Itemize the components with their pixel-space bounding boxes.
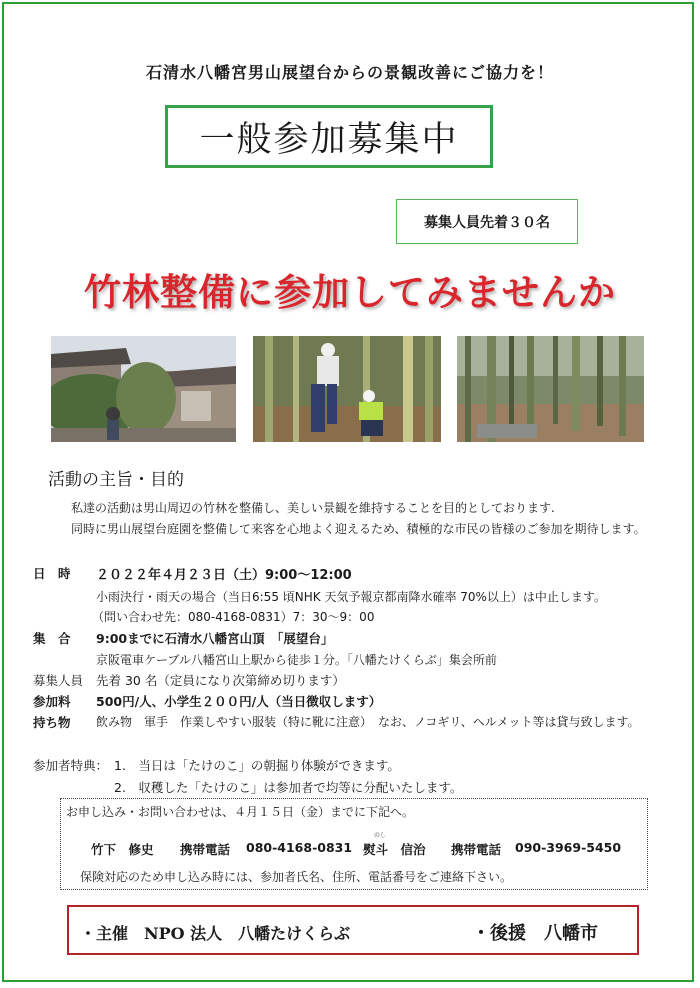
supporter: ・後援 八幡市 — [472, 923, 598, 944]
capacity-box — [396, 199, 578, 244]
contact-phone-1-label: 携帯電話 — [180, 842, 231, 857]
contact-note: 保険対応のため申し込み時には、参加者氏名、住所、電話番号をご連絡下さい。 — [80, 870, 513, 884]
date-value: ２０２２年４月２３日（土）9:00～12:00 — [96, 568, 352, 583]
contact-phone-2-label: 携帯電話 — [451, 842, 502, 857]
contact-phone-2: 090-3969-5450 — [515, 840, 622, 855]
purpose-heading: 活動の主旨・目的 — [48, 470, 184, 490]
meet-label: 集 合 — [33, 631, 71, 646]
purpose-line-2: 同時に男山展望台庭園を整備して来客を心地よく迎えるため、積極的な市民の皆様のご参加を期待します。 — [71, 522, 646, 536]
contact-phone-1: 080-4168-0831 — [246, 840, 353, 855]
capacity-label: 募集人員先着３０名 — [424, 214, 550, 231]
organizer: ・主催 NPO 法人 八幡たけくらぶ — [80, 924, 351, 943]
recruit-label: 一般参加募集中 — [199, 119, 459, 160]
fee-label: 参加料 — [33, 694, 71, 709]
benefits-label: 参加者特典： — [33, 758, 109, 773]
recruit-box — [165, 105, 493, 168]
photo-workers — [253, 336, 441, 442]
benefit-item-1: 1. 当日は「たけのこ」の朝掘り体験ができます。 — [114, 758, 400, 773]
main-title: 竹林整備に参加してみませんか — [84, 270, 616, 314]
photo-houses — [51, 336, 236, 442]
date-label: 日 時 — [33, 566, 71, 581]
contact-person-1: 竹下 修史 — [91, 842, 154, 857]
date-note-1: 小雨決行・雨天の場合（当日6:55 頃NHK 天気予報京都南降水確率 70%以上）は中止します。 — [96, 590, 606, 604]
capacity-row-value: 先着 30 名（定員になり次第締め切ります） — [96, 673, 345, 688]
items-label: 持ち物 — [33, 715, 71, 730]
contact-intro: お申し込み・お問い合わせは、４月１５日（金）までに下記へ。 — [66, 805, 415, 819]
capacity-row-label: 募集人員 — [33, 673, 84, 688]
meet-note: 京阪電車ケーブル八幡宮山上駅から徒歩１分。「八幡たけくらぶ」集会所前 — [96, 653, 497, 667]
purpose-line-1: 私達の活動は男山周辺の竹林を整備し、美しい景観を維持することを目的としております. — [71, 501, 555, 515]
benefit-item-2: 2. 収穫した「たけのこ」は参加者で均等に分配いたします。 — [114, 780, 463, 795]
headline: 石清水八幡宮男山展望台からの景観改善にご協力を！ — [145, 63, 554, 82]
fee-value: 500円/人、小学生２００円/人（当日徴収します） — [96, 694, 382, 709]
contact-person-2-ruby: のし — [374, 832, 387, 839]
items-value: 飲み物 軍手 作業しやすい服装（特に靴に注意） なお、ノコギリ、ヘルメット等は貸与致します。 — [96, 715, 640, 729]
date-note-2: （問い合わせ先：080-4168-0831）7：30～9：00 — [92, 610, 375, 624]
contact-person-2: 熨斗 信治 — [363, 842, 426, 857]
meet-value: 9:00までに石清水八幡宮山頂 「展望台」 — [96, 631, 334, 646]
photo-bamboo-forest — [457, 336, 644, 442]
